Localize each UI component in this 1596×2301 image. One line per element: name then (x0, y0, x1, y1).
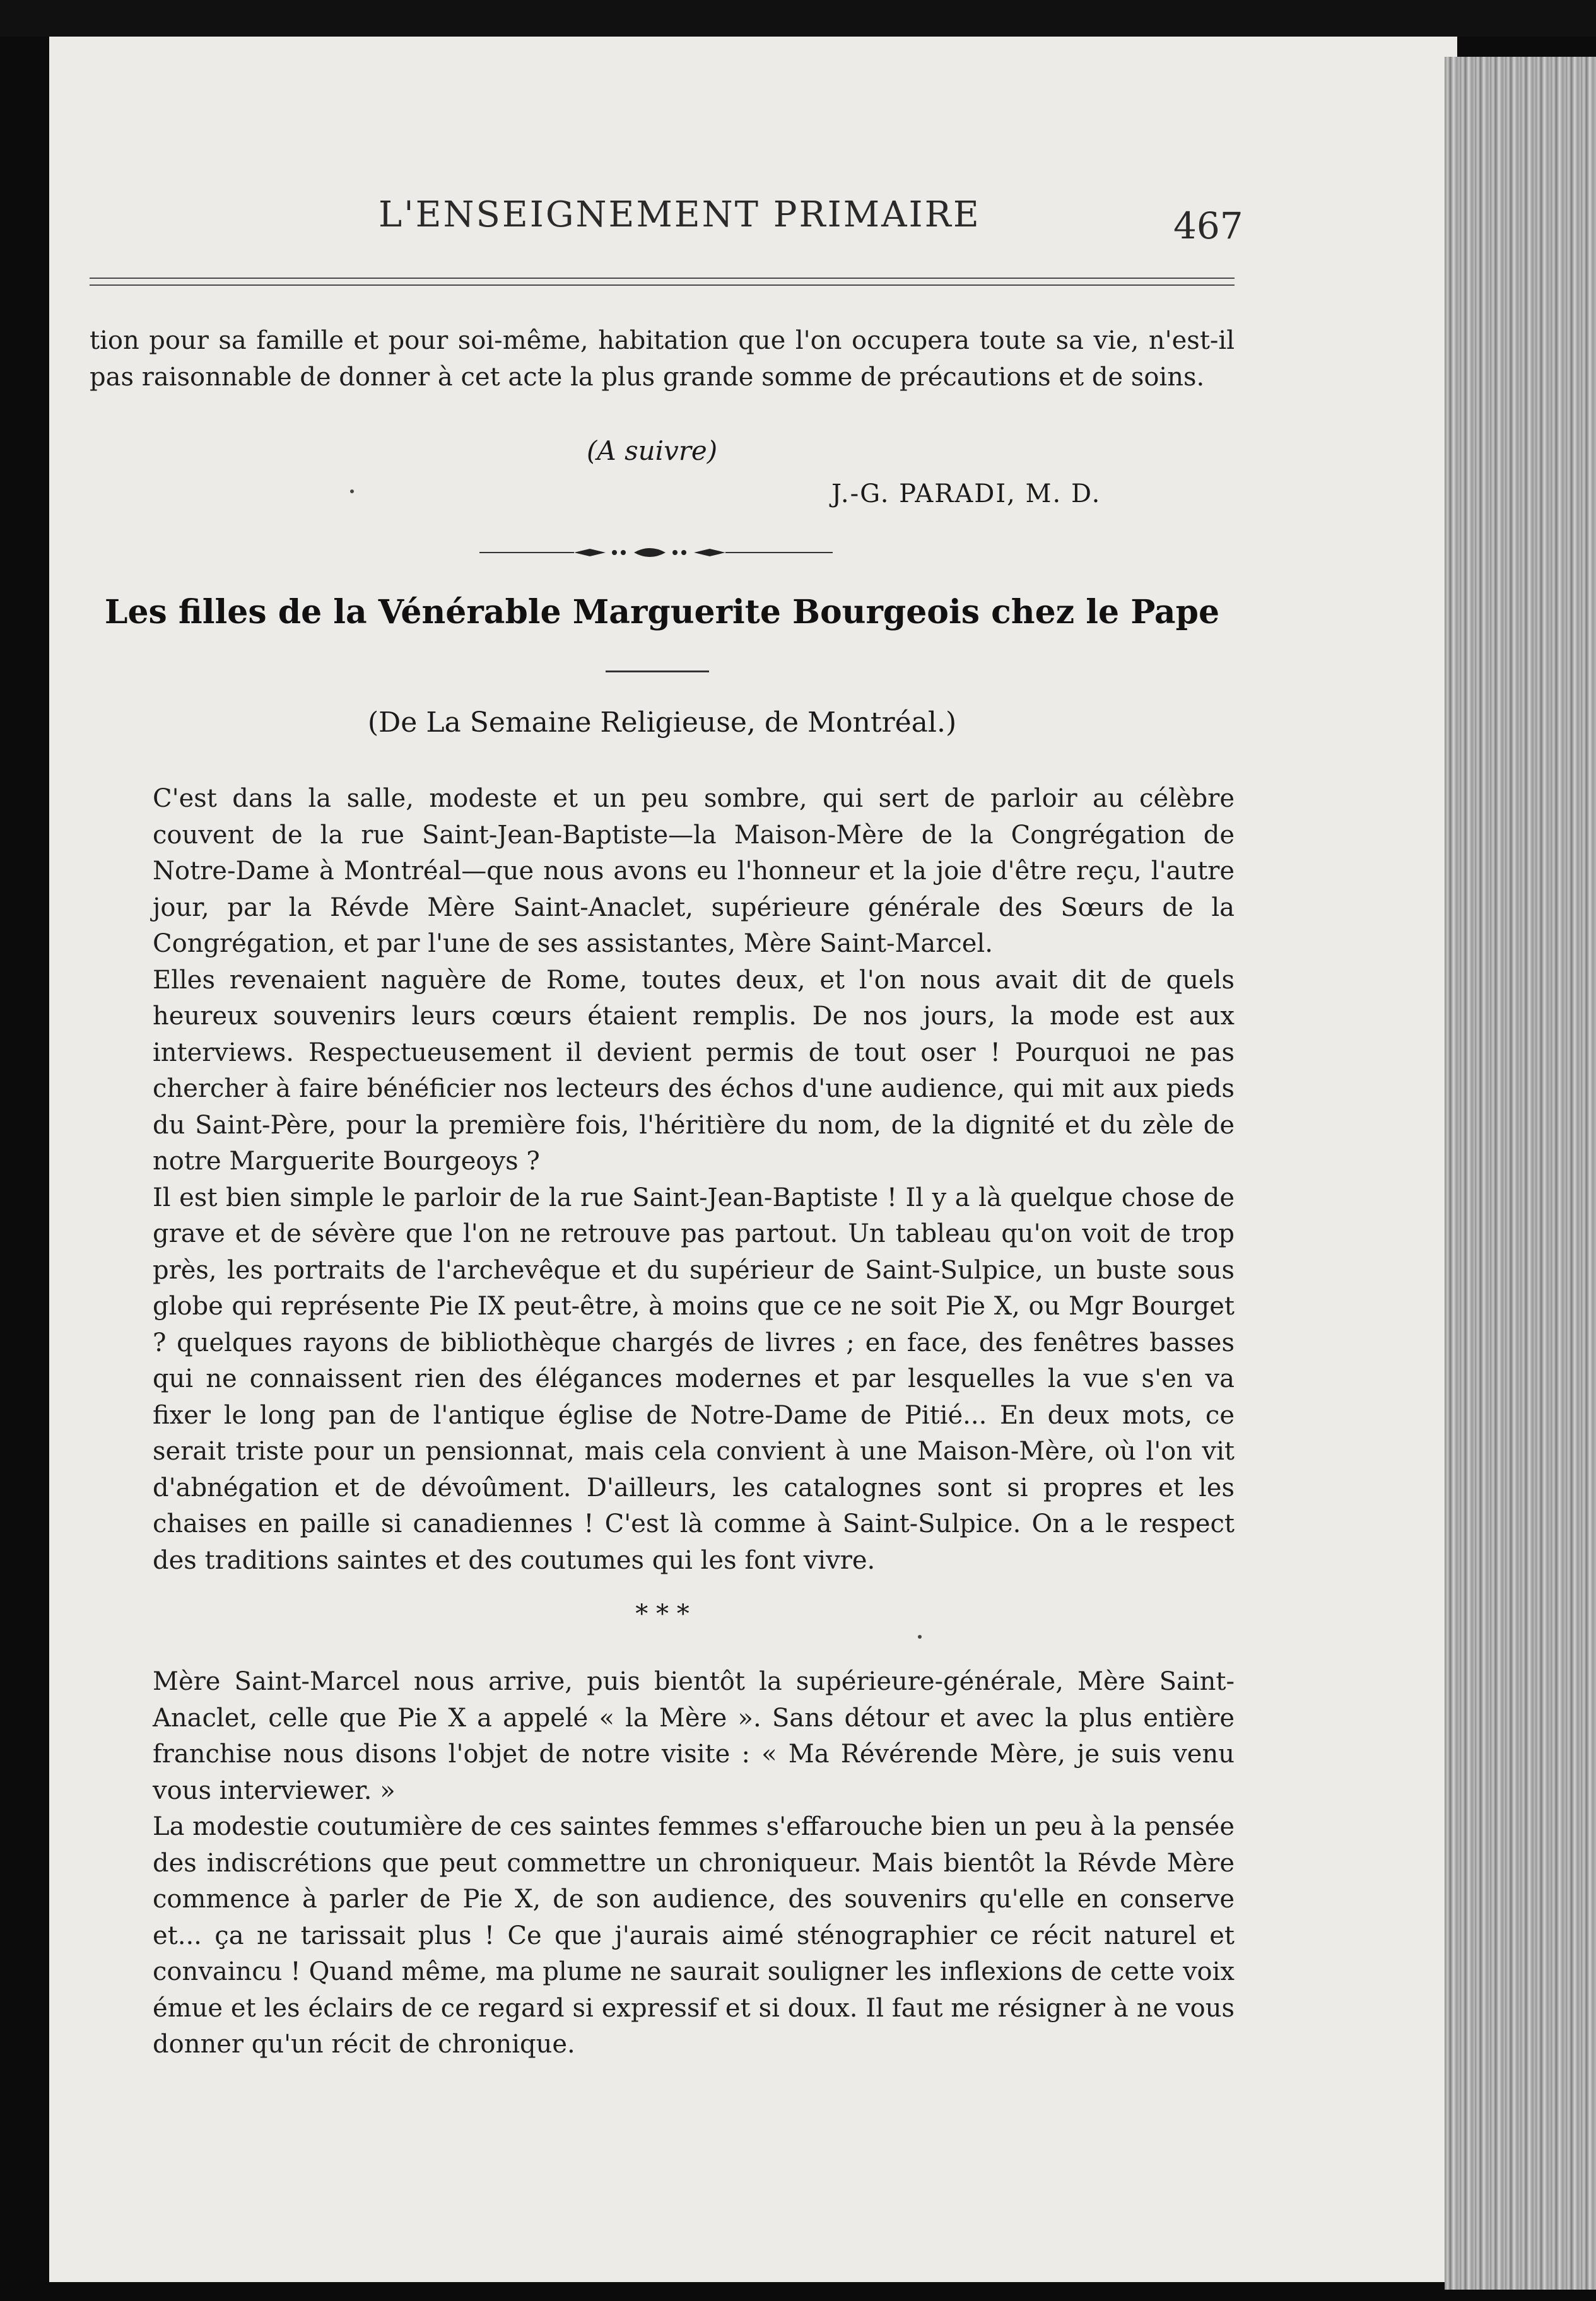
paragraph-3: Il est bien simple le parloir de la rue Saint-Jean-Baptiste ! Il y a là quelque chose de grave et de sévère que l'on ne retrouve pas partout. Un tableau qu'on voit de trop près, les portraits de l'archevêque et du supérieur de Saint-Sulpice, un buste sous globe qui représente Pie IX peut-être, à moins que ce ne soit Pie X, ou Mgr Bourget ? quelques rayons de bibliothèque chargés de livres ; en face, des fenêtres basses qui ne connaissent rien des élégances modernes et par lesquelles la vue s'en va fixer le long pan de l'antique église de Notre-Dame de Pitié... En deux mots, ce serait triste pour un pensionnat, mais cela convient à une Maison-Mère, où l'on vit d'abnégation et de dévoûment. D'ailleurs, les catalognes sont si propres et les chaises en paille si canadiennes ! C'est là comme à Saint-Sulpice. On a le respect des traditions saintes et des coutumes qui les font vivre. (153, 1183, 1235, 1575)
ink-speck (918, 1635, 922, 1639)
paragraph-5: La modestie coutumière de ces saintes femmes s'effarouche bien un peu à la pensée des indiscrétions que peut commettre un chroniqueur. Mais bientôt la Révde Mère commence à parler de Pie X, de son audience, des souvenirs qu'elle en conserve et... ça ne tarissait plus ! Ce que j'aurais aimé sténographier ce récit naturel et convaincu ! Quand même, ma plume ne saurait souligner les inflexions de cette voix émue et les éclairs de ce regard si expressif et si doux. Il faut me résigner à ne vous donner qu'un récit de chronique. (153, 1812, 1235, 2059)
paragraph-4: Mère Saint-Marcel nous arrive, puis bientôt la supérieure-générale, Mère Saint-Anaclet, celle que Pie X a appelé « la Mère ». Sans détour et avec la plus entière franchise nous disons l'objet de notre visite : « Ma Révérende Mère, je suis venu vous interviewer. » (153, 1667, 1235, 1805)
paragraph-1: C'est dans la salle, modeste et un peu sombre, qui sert de parloir au célèbre couvent de la rue Saint-Jean-Baptiste—la Maison-Mère de la Congrégation de Notre-Dame à Montréal—que nous avons eu l'honneur et la joie d'être reçu, l'autre jour, par la Révde Mère Saint-Anaclet, supérieure générale des Sœurs de la Congrégation, et par l'une de ses assistantes, Mère Saint-Marcel. (153, 784, 1235, 958)
author-signature: J.-G. PARADI, M. D. (831, 479, 1101, 508)
paragraph-2: Elles revenaient naguère de Rome, toutes deux, et l'on nous avait dit de quels heureux souvenirs leurs cœurs étaient remplis. De nos jours, la mode est aux interviews. Respectueusement il devient permis de tout oser ! Pourquoi ne pas chercher à faire bénéficier nos lecteurs des échos d'une audience, qui mit aux pieds du Saint-Père, pour la première fois, l'héritière du nom, de la dignité et du zèle de notre Marguerite Bourgeoys ? (153, 965, 1235, 1176)
running-title: L'ENSEIGNEMENT PRIMAIRE (378, 194, 981, 235)
continuation-paragraph: tion pour sa famille et pour soi-même, habitation que l'on occupera toute sa vie, n'est-il pas raisonnable de donner à cet acte la plus grande somme de précautions et de soins. (90, 326, 1235, 392)
page-edge-stack (1445, 57, 1596, 2290)
article-source: (De La Semaine Religieuse, de Montréal.) (367, 706, 957, 739)
to-be-continued: (A suivre) (587, 435, 718, 466)
article-title: Les filles de la Vénérable Marguerite Bourgeois chez le Pape (104, 593, 1220, 631)
article-paragraph (90, 781, 1235, 1579)
ornamental-divider-icon (479, 541, 833, 564)
header-double-rule (90, 278, 1235, 286)
page-number: 467 (1173, 204, 1243, 247)
scan-top-border (0, 0, 1596, 37)
section-break-asterism: * * * (635, 1600, 689, 1629)
article-paragraph-continued (90, 1664, 1235, 2063)
ink-speck (350, 489, 354, 493)
title-underline (606, 670, 709, 672)
